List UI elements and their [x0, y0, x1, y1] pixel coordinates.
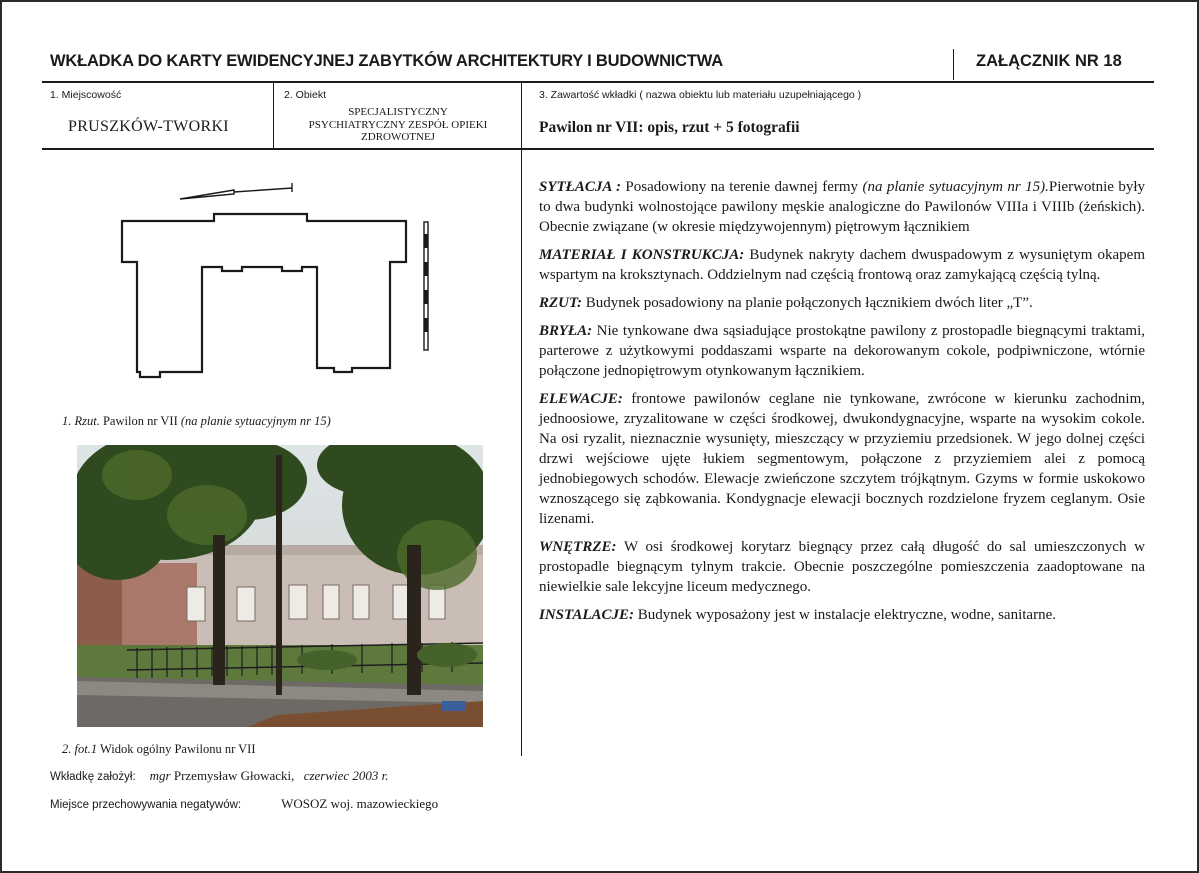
card-title: WKŁADKA DO KARTY EWIDENCYJNEJ ZABYTKÓW ARCHITEKTURY I BUDOWNICTWA — [50, 52, 723, 70]
floor-plan-drawing — [102, 172, 452, 392]
section-situation: SYTŁACJA : Posadowiony na terenie dawnej fermy (na planie sytuacyjnym nr 15).Pierwotnie były to dwa budynki wolnostojące pawilony męskie analogiczne do Pawilonów VIIIa i VIIIb (żeńskich). Obecnie związane (w okresie międzywojennym) piętrowym łącznikiem — [539, 179, 1145, 235]
object-line-3: ZDROWOTNEJ — [361, 131, 435, 143]
storage-line — [50, 795, 438, 813]
scale-bar — [424, 222, 428, 350]
figure-1-caption — [62, 414, 331, 429]
object-label: 2. Obiekt — [284, 89, 327, 101]
header-divider — [953, 49, 954, 80]
field-divider-1 — [273, 82, 274, 149]
content-label: 3. Zawartość wkładki ( nazwa obiektu lub materiału uzupełniającego ) — [539, 89, 862, 101]
section-material: MATERIAŁ I KONSTRUKCJA: Budynek nakryty dachem dwuspadowym z wysuniętym okapem wspartym na kroksztynach. Oddzielnym nad częścią frontową oraz zamykającą częścią tylną. — [539, 247, 1145, 283]
figure-2-number: 2. — [62, 742, 72, 756]
figure-2-caption — [62, 742, 256, 757]
content-value: Pawilon nr VII: opis, rzut + 5 fotografii — [539, 119, 800, 136]
figure-1-title: Pawilon nr VII — [102, 414, 178, 428]
section-plan: RZUT: Budynek posadowiony na planie połączonych łącznikiem dwóch liter „T”. — [539, 295, 1033, 311]
locality-value: PRUSZKÓW-TWORKI — [68, 118, 229, 135]
section-mass: BRYŁA: Nie tynkowane dwa sąsiadujące prostokątne pawilony z prostopadle biegnącymi traktami, parterowe z użytkowymi poddaszami wsparte na dekorowanym cokole, podpiwniczone, wtórnie połączone jednopiętrowym otynkowanym łącznikiem. — [539, 323, 1145, 379]
object-line-1: SPECJALISTYCZNY — [348, 106, 448, 118]
plan-outline — [122, 214, 406, 377]
section-elevations: ELEWACJE: frontowe pawilonów ceglane nie tynkowane, zwrócone w kierunku zachodnim, jednoosiowe, zryzalitowane w części środkowej, dwukondygnacyjne, wsparte na wysokim cokole. Na osi ryzalit, nieznacznie wysunięty, mieszczący w przyziemiu przedsionek. W jego dolnej części drzwi wejściowe ujęte łukiem segmentowym, połączone z przyziemiem alei z pomocą jednobiegowych schodów. Elewacje zwieńczone szczytem trójkątnym. Gzyms w formie uskokowo wznoszącego się ząbkowania. Kondygnacje elewacji bocznych rozdzielone fryzem ceglanym. Osie lizenami. — [539, 391, 1145, 527]
author-date: czerwiec 2003 r. — [303, 768, 389, 783]
section-installations: INSTALACJE: Budynek wyposażony jest w instalacje elektryczne, wodne, sanitarne. — [539, 607, 1056, 623]
figure-1-word: Rzut. — [74, 414, 100, 428]
author-line — [50, 767, 389, 785]
section-interior: WNĘTRZE: W osi środkowej korytarz biegnący przez całą długość do sal umieszczonych w prostopadle biegnącym tylnym trakcie. Obecnie poszczególne pomieszczenia zaadoptowane na niewielkie sale lekcyjne liceum medycznego. — [539, 539, 1145, 595]
storage-value: WOSOZ woj. mazowieckiego — [281, 796, 439, 811]
figure-1-note: (na planie sytuacyjnym nr 15) — [180, 414, 331, 428]
locality-label: 1. Miejscowość — [50, 89, 122, 101]
header-rule — [42, 81, 1154, 83]
north-arrow — [180, 183, 292, 199]
author-label: Wkładkę założył: — [50, 771, 136, 783]
figure-1-number: 1. — [62, 414, 72, 428]
fields-rule — [42, 148, 1154, 150]
storage-label: Miejsce przechowywania negatywów: — [50, 799, 242, 811]
annex-number: ZAŁĄCZNIK NR 18 — [976, 52, 1122, 70]
building-photo — [77, 445, 483, 727]
object-line-2: PSYCHIATRYCZNY ZESPÓŁ OPIEKI — [308, 118, 488, 131]
figure-2-title: Widok ogólny Pawilonu nr VII — [99, 742, 256, 756]
object-value — [280, 106, 516, 146]
author-name: Przemysław Głowacki, — [173, 768, 295, 783]
description — [539, 177, 1145, 633]
author-title: mgr — [149, 768, 171, 783]
column-divider — [521, 82, 522, 756]
figure-2-word: fot.1 — [74, 742, 98, 756]
